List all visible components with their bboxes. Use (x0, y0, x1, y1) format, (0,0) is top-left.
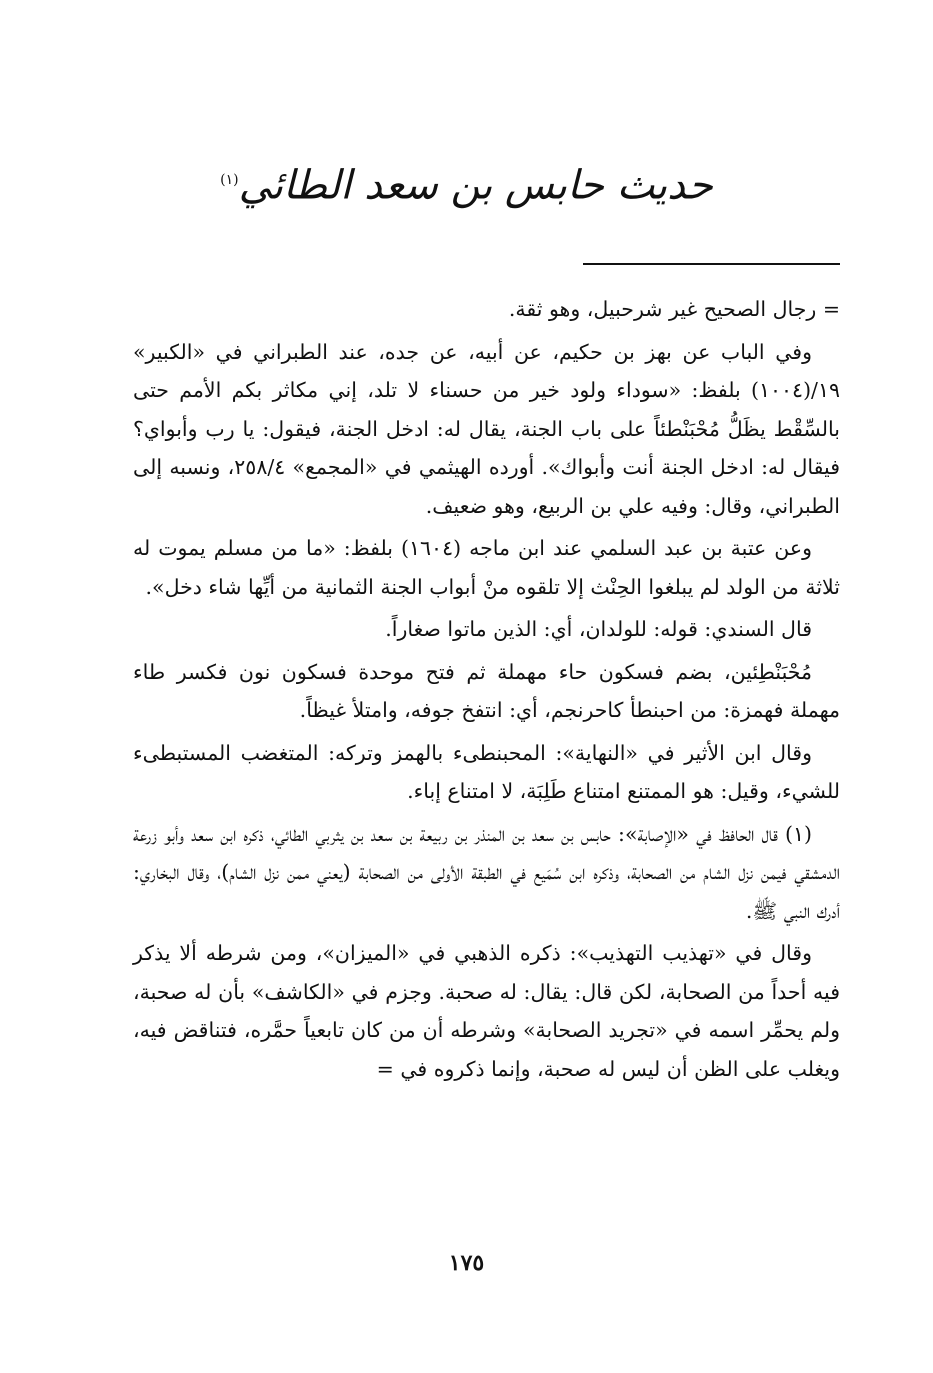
chapter-heading (0, 140, 933, 225)
chapter-title: حديث حابس بن سعد الطائي (238, 162, 713, 209)
paragraph: مُحْبَنْطِئين، بضم فسكون حاء مهملة ثم فتح موحدة فسكون نون فكسر طاء مهملة فهمزة: من احبنطأ كاحرنجم، أي: انتفخ جوفه، وامتلأ غيظاً. (133, 659, 840, 722)
paragraph: وقال ابن الأثير في «النهاية»: المحبنطىء بالهمز وتركه: المتغضب المستبطىء للشيء، وقيل: هو الممتنع امتناع طَلِبَة، لا امتناع إباء. (133, 740, 840, 803)
paragraph: وعن عتبة بن عبد السلمي عند ابن ماجه (١٦٠٤) بلفظ: «ما من مسلم يموت له ثلاثة من الولد لم يبلغوا الحِنْث إلا تلقوه منْ أبواب الجنة الثمانية من أيِّها شاء دخل». (133, 536, 840, 599)
paragraph: وقال في «تهذيب التهذيب»: ذكره الذهبي في «الميزان»، ومن شرطه ألا يذكر فيه أحداً من الصحابة، لكن قال: يقال: له صحبة. وجزم في «الكاشف» بأن له صحبة، ولم يحمِّر اسمه في «تجريد الصحابة» وشرطه أن من كان تابعياً حمَّره، فتناقض فيه، ويغلب على الظن أن ليس له صحبة، وإنما ذكروه في = (133, 941, 840, 1081)
paragraph: قال السندي: قوله: للولدان، أي: الذين ماتوا صغاراً. (385, 617, 812, 641)
page-number: ١٧٥ (448, 1250, 485, 1276)
paragraph: وفي الباب عن بهز بن حكيم، عن أبيه، عن جده، عند الطبراني في «الكبير» ١٩/(١٠٠٤) بلفظ: «سوداء ولود خير من حسناء لا تلد، إني مكاثر بكم الأمم حتى بالسِّقْط يظَلُّ مُحْبَنْطئاً على باب الجنة، يقال له: ادخل الجنة، فيقول: يا رب وأبواي؟ فيقال له: ادخل الجنة أنت وأبواك». أورده الهيثمي في «المجمع» ٢٥٨/٤، ونسبه إلى الطبراني، وقال: وفيه علي بن الربيع، وهو ضعيف. (133, 339, 841, 518)
paragraph: (١) قال الحافظ في «الإصابة»: حابس بن سعد بن المنذر بن ربيعة بن سعد بن يثربي الطائي، ذكره ابن سعد وأبو زرعة الدمشقي فيمن نزل الشام من الصحابة، وذكره ابن سُمَيع في الطبقة الأولى من الصحابة (يعني ممن نزل الشام)، وقال البخاري: أدرك النبي ﷺ. (133, 821, 840, 923)
paragraph: = رجال الصحيح غير شرحبيل، وهو ثقة. (508, 297, 840, 321)
footnote-separator (583, 263, 840, 265)
footnote-text (133, 290, 840, 1092)
footnote-marker: (١) (220, 172, 239, 188)
